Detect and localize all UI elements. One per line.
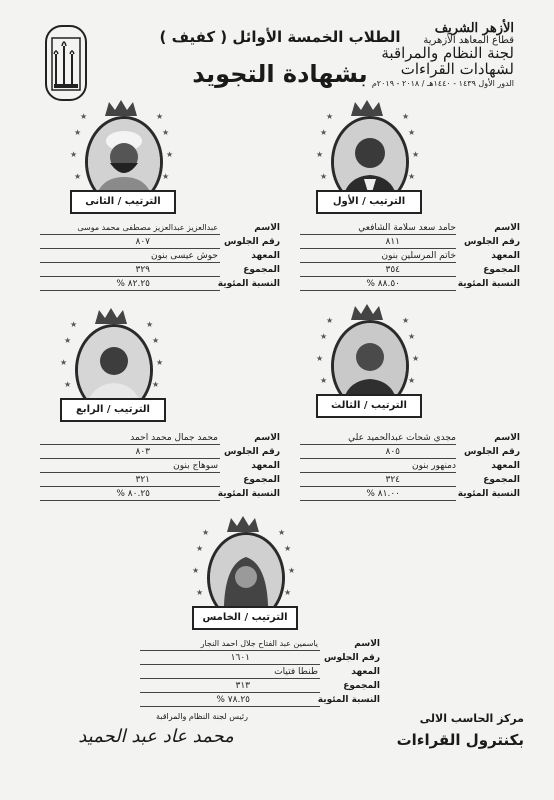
- label-institute: المعهد: [491, 251, 520, 261]
- star-icon: ★: [278, 528, 286, 537]
- page-title: الطلاب الخمسة الأوائل ( كفيف ): [159, 28, 401, 46]
- crown-icon: [347, 98, 387, 118]
- star-icon: ★: [326, 316, 334, 325]
- label-institute: المعهد: [491, 461, 520, 471]
- star-icon: ★: [320, 172, 328, 181]
- rank-label: الترتيب / الأول: [316, 190, 422, 214]
- student-name: محمد جمال محمد احمد: [130, 433, 218, 443]
- header-date: الدور الأول ١٤٣٩ - ١٤٤٠هـ / ٢٠١٨ - ٢٠١٩م: [371, 78, 514, 88]
- portrait-4: [60, 306, 164, 426]
- student-percent: ٨١.٠٠ %: [366, 489, 400, 499]
- label-name: الاسم: [254, 433, 280, 443]
- student-seat: ٨٠٧: [135, 237, 150, 247]
- label-institute: المعهد: [251, 251, 280, 261]
- label-name: الاسم: [494, 433, 520, 443]
- student-total: ٣٢١: [135, 475, 150, 485]
- star-icon: ★: [64, 380, 72, 389]
- label-percent: النسبة المئوية: [217, 279, 280, 289]
- label-institute: المعهد: [351, 667, 380, 677]
- star-icon: ★: [146, 320, 154, 329]
- student-institute: طنطا فتيات: [274, 667, 318, 677]
- portrait-5: [192, 514, 296, 634]
- star-icon: ★: [156, 112, 164, 121]
- student-percent: ٨٠.٢٥ %: [116, 489, 150, 499]
- student-3-info: [300, 432, 520, 504]
- label-total: المجموع: [243, 265, 280, 275]
- student-institute: دمنهور بنون: [411, 461, 456, 471]
- star-icon: ★: [408, 128, 416, 137]
- star-icon: ★: [408, 376, 416, 385]
- star-icon: ★: [402, 112, 410, 121]
- student-total: ٣١٣: [235, 681, 250, 691]
- student-4-info: [40, 432, 280, 504]
- star-icon: ★: [316, 150, 324, 159]
- star-icon: ★: [152, 380, 160, 389]
- star-icon: ★: [320, 332, 328, 341]
- star-icon: ★: [288, 566, 296, 575]
- crown-icon: [101, 98, 141, 118]
- star-icon: ★: [408, 332, 416, 341]
- star-icon: ★: [408, 172, 416, 181]
- label-seat: رقم الجلوس: [464, 447, 520, 457]
- star-icon: ★: [284, 588, 292, 597]
- signature-title: رئيس لجنة النظام والمراقبة: [156, 712, 248, 721]
- crown-icon: [91, 306, 131, 326]
- student-percent: ٧٨.٢٥ %: [216, 695, 250, 705]
- star-icon: ★: [196, 588, 204, 597]
- label-total: المجموع: [483, 265, 520, 275]
- student-institute: سوهاج بنون: [173, 461, 218, 471]
- label-total: المجموع: [343, 681, 380, 691]
- crown-icon: [347, 302, 387, 322]
- label-percent: النسبة المئوية: [217, 489, 280, 499]
- student-total: ٣٢٤: [385, 475, 400, 485]
- star-icon: ★: [152, 336, 160, 345]
- star-icon: ★: [156, 358, 164, 367]
- star-icon: ★: [70, 150, 78, 159]
- star-icon: ★: [64, 336, 72, 345]
- star-icon: ★: [192, 566, 200, 575]
- student-seat: ١٦٠١: [230, 653, 250, 663]
- star-icon: ★: [162, 172, 170, 181]
- student-seat: ٨١١: [385, 237, 400, 247]
- page-subtitle: بشهادة التجويد: [192, 60, 368, 88]
- header-line1: الأزهر الشريف: [434, 21, 514, 36]
- crown-icon: [223, 514, 263, 534]
- star-icon: ★: [60, 358, 68, 367]
- star-icon: ★: [284, 544, 292, 553]
- star-icon: ★: [80, 112, 88, 121]
- rank-label: الترتيب / الثانى: [70, 190, 176, 214]
- star-icon: ★: [320, 376, 328, 385]
- portrait-3: [316, 302, 420, 422]
- star-icon: ★: [320, 128, 328, 137]
- label-percent: النسبة المئوية: [457, 489, 520, 499]
- label-seat: رقم الجلوس: [224, 447, 280, 457]
- star-icon: ★: [326, 112, 334, 121]
- star-icon: ★: [412, 354, 420, 363]
- star-icon: ★: [70, 320, 78, 329]
- star-icon: ★: [202, 528, 210, 537]
- student-2-info: [40, 222, 280, 294]
- student-seat: ٨٠٣: [135, 447, 150, 457]
- signature: محمد عاد عبد الحميد: [78, 726, 234, 747]
- label-seat: رقم الجلوس: [464, 237, 520, 247]
- star-icon: ★: [196, 544, 204, 553]
- label-percent: النسبة المئوية: [457, 279, 520, 289]
- student-total: ٣٥٤: [385, 265, 400, 275]
- student-institute: خاتم المرسلين بنون: [381, 251, 456, 261]
- star-icon: ★: [166, 150, 174, 159]
- star-icon: ★: [412, 150, 420, 159]
- header-line2: قطاع المعاهد الأزهرية: [423, 34, 514, 46]
- student-name: حامد سعد سلامة الشافعي: [358, 223, 456, 233]
- student-name: ياسمين عبد الفتاح جلال احمد النجار: [200, 639, 318, 648]
- student-percent: ٨٢.٢٥ %: [116, 279, 150, 289]
- azhar-logo: [44, 24, 88, 102]
- label-name: الاسم: [354, 639, 380, 649]
- label-name: الاسم: [254, 223, 280, 233]
- footer-line1: مركز الحاسب الالى: [419, 712, 524, 725]
- label-total: المجموع: [483, 475, 520, 485]
- student-name: عبدالعزيز عبدالعزيز مصطفى محمد موسى: [77, 223, 218, 232]
- rank-label: الترتيب / الرابع: [60, 398, 166, 422]
- footer-center: [374, 712, 524, 749]
- student-total: ٣٢٩: [135, 265, 150, 275]
- label-total: المجموع: [243, 475, 280, 485]
- label-seat: رقم الجلوس: [224, 237, 280, 247]
- student-1-info: [300, 222, 520, 294]
- label-name: الاسم: [494, 223, 520, 233]
- student-institute: حوش عيسى بنون: [150, 251, 218, 261]
- header-line4: لشهادات القراءات: [400, 59, 514, 78]
- footer-line2: بكنترول القراءات: [396, 731, 524, 749]
- rank-label: الترتيب / الخامس: [192, 606, 298, 630]
- student-percent: ٨٨.٥٠ %: [366, 279, 400, 289]
- student-5-info: [140, 638, 380, 710]
- label-institute: المعهد: [251, 461, 280, 471]
- student-name: مجدي شحات عبدالحميد علي: [348, 433, 456, 443]
- star-icon: ★: [402, 316, 410, 325]
- label-seat: رقم الجلوس: [324, 653, 380, 663]
- rank-label: الترتيب / الثالث: [316, 394, 422, 418]
- header-line3: لجنة النظام والمراقبة: [381, 44, 514, 63]
- portrait-2: [70, 98, 174, 218]
- star-icon: ★: [74, 172, 82, 181]
- star-icon: ★: [316, 354, 324, 363]
- student-seat: ٨٠٥: [385, 447, 400, 457]
- label-percent: النسبة المئوية: [317, 695, 380, 705]
- portrait-1: [316, 98, 420, 218]
- star-icon: ★: [74, 128, 82, 137]
- star-icon: ★: [162, 128, 170, 137]
